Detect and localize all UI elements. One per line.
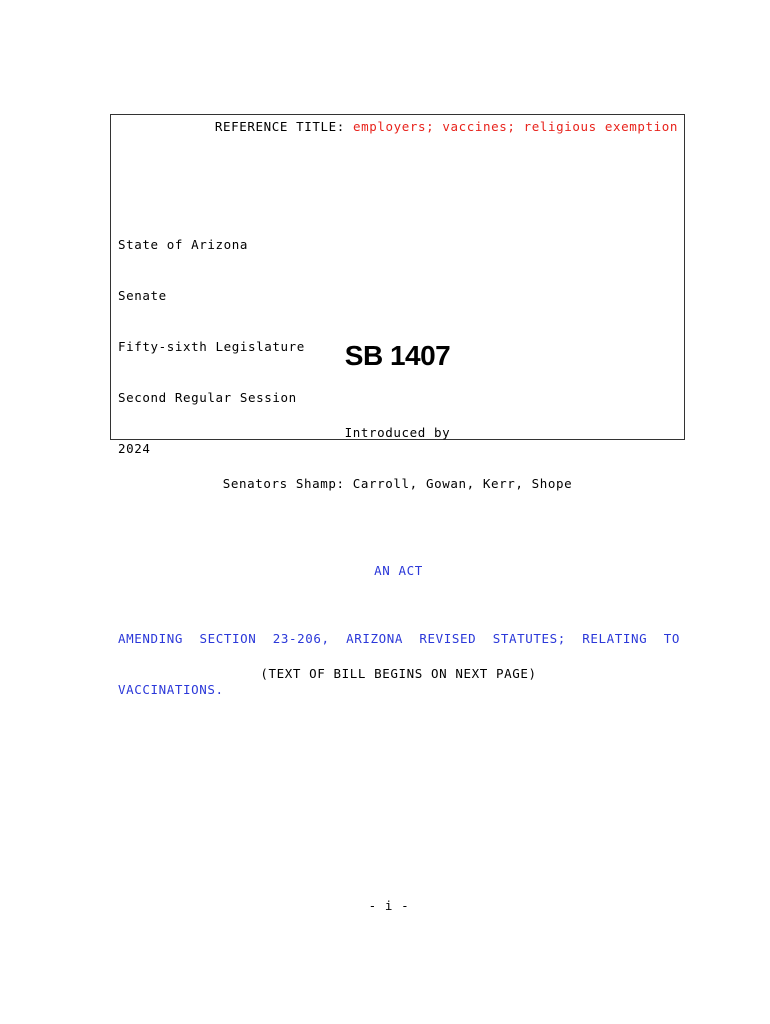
act-description-line-2: VACCINATIONS. — [118, 682, 224, 697]
act-description-line-1 — [118, 630, 680, 647]
sponsors: Senators Shamp: Carroll, Gowan, Kerr, Shope — [222, 476, 573, 491]
bill-number: SB 1407 — [344, 340, 451, 371]
act-word: RELATING — [582, 631, 648, 646]
act-heading: AN ACT — [374, 563, 423, 578]
act-word: AMENDING — [118, 631, 184, 646]
introduced-label: Introduced by — [344, 425, 451, 440]
reference-title-label: REFERENCE TITLE: — [214, 119, 345, 134]
act-description — [118, 596, 680, 715]
act-word: REVISED — [419, 631, 477, 646]
legislature-name: Fifty-sixth Legislature — [118, 339, 305, 354]
act-word: 23-206, — [272, 631, 330, 646]
act-word: STATUTES; — [492, 631, 566, 646]
reference-title-value: employers; vaccines; religious exemption — [352, 119, 678, 134]
text-begins-notice: (TEXT OF BILL BEGINS ON NEXT PAGE) — [260, 666, 537, 681]
introduced-block — [111, 390, 684, 526]
page-number: - i - — [368, 898, 410, 913]
reference-title — [215, 118, 678, 135]
session-name: Second Regular Session — [118, 390, 297, 405]
bill-header-box — [110, 114, 685, 491]
state-name: State of Arizona — [118, 237, 249, 252]
session-year: 2024 — [118, 441, 151, 456]
chamber-name: Senate — [118, 288, 167, 303]
act-word: SECTION — [199, 631, 257, 646]
act-word: ARIZONA — [346, 631, 403, 646]
act-word: TO — [663, 631, 680, 646]
